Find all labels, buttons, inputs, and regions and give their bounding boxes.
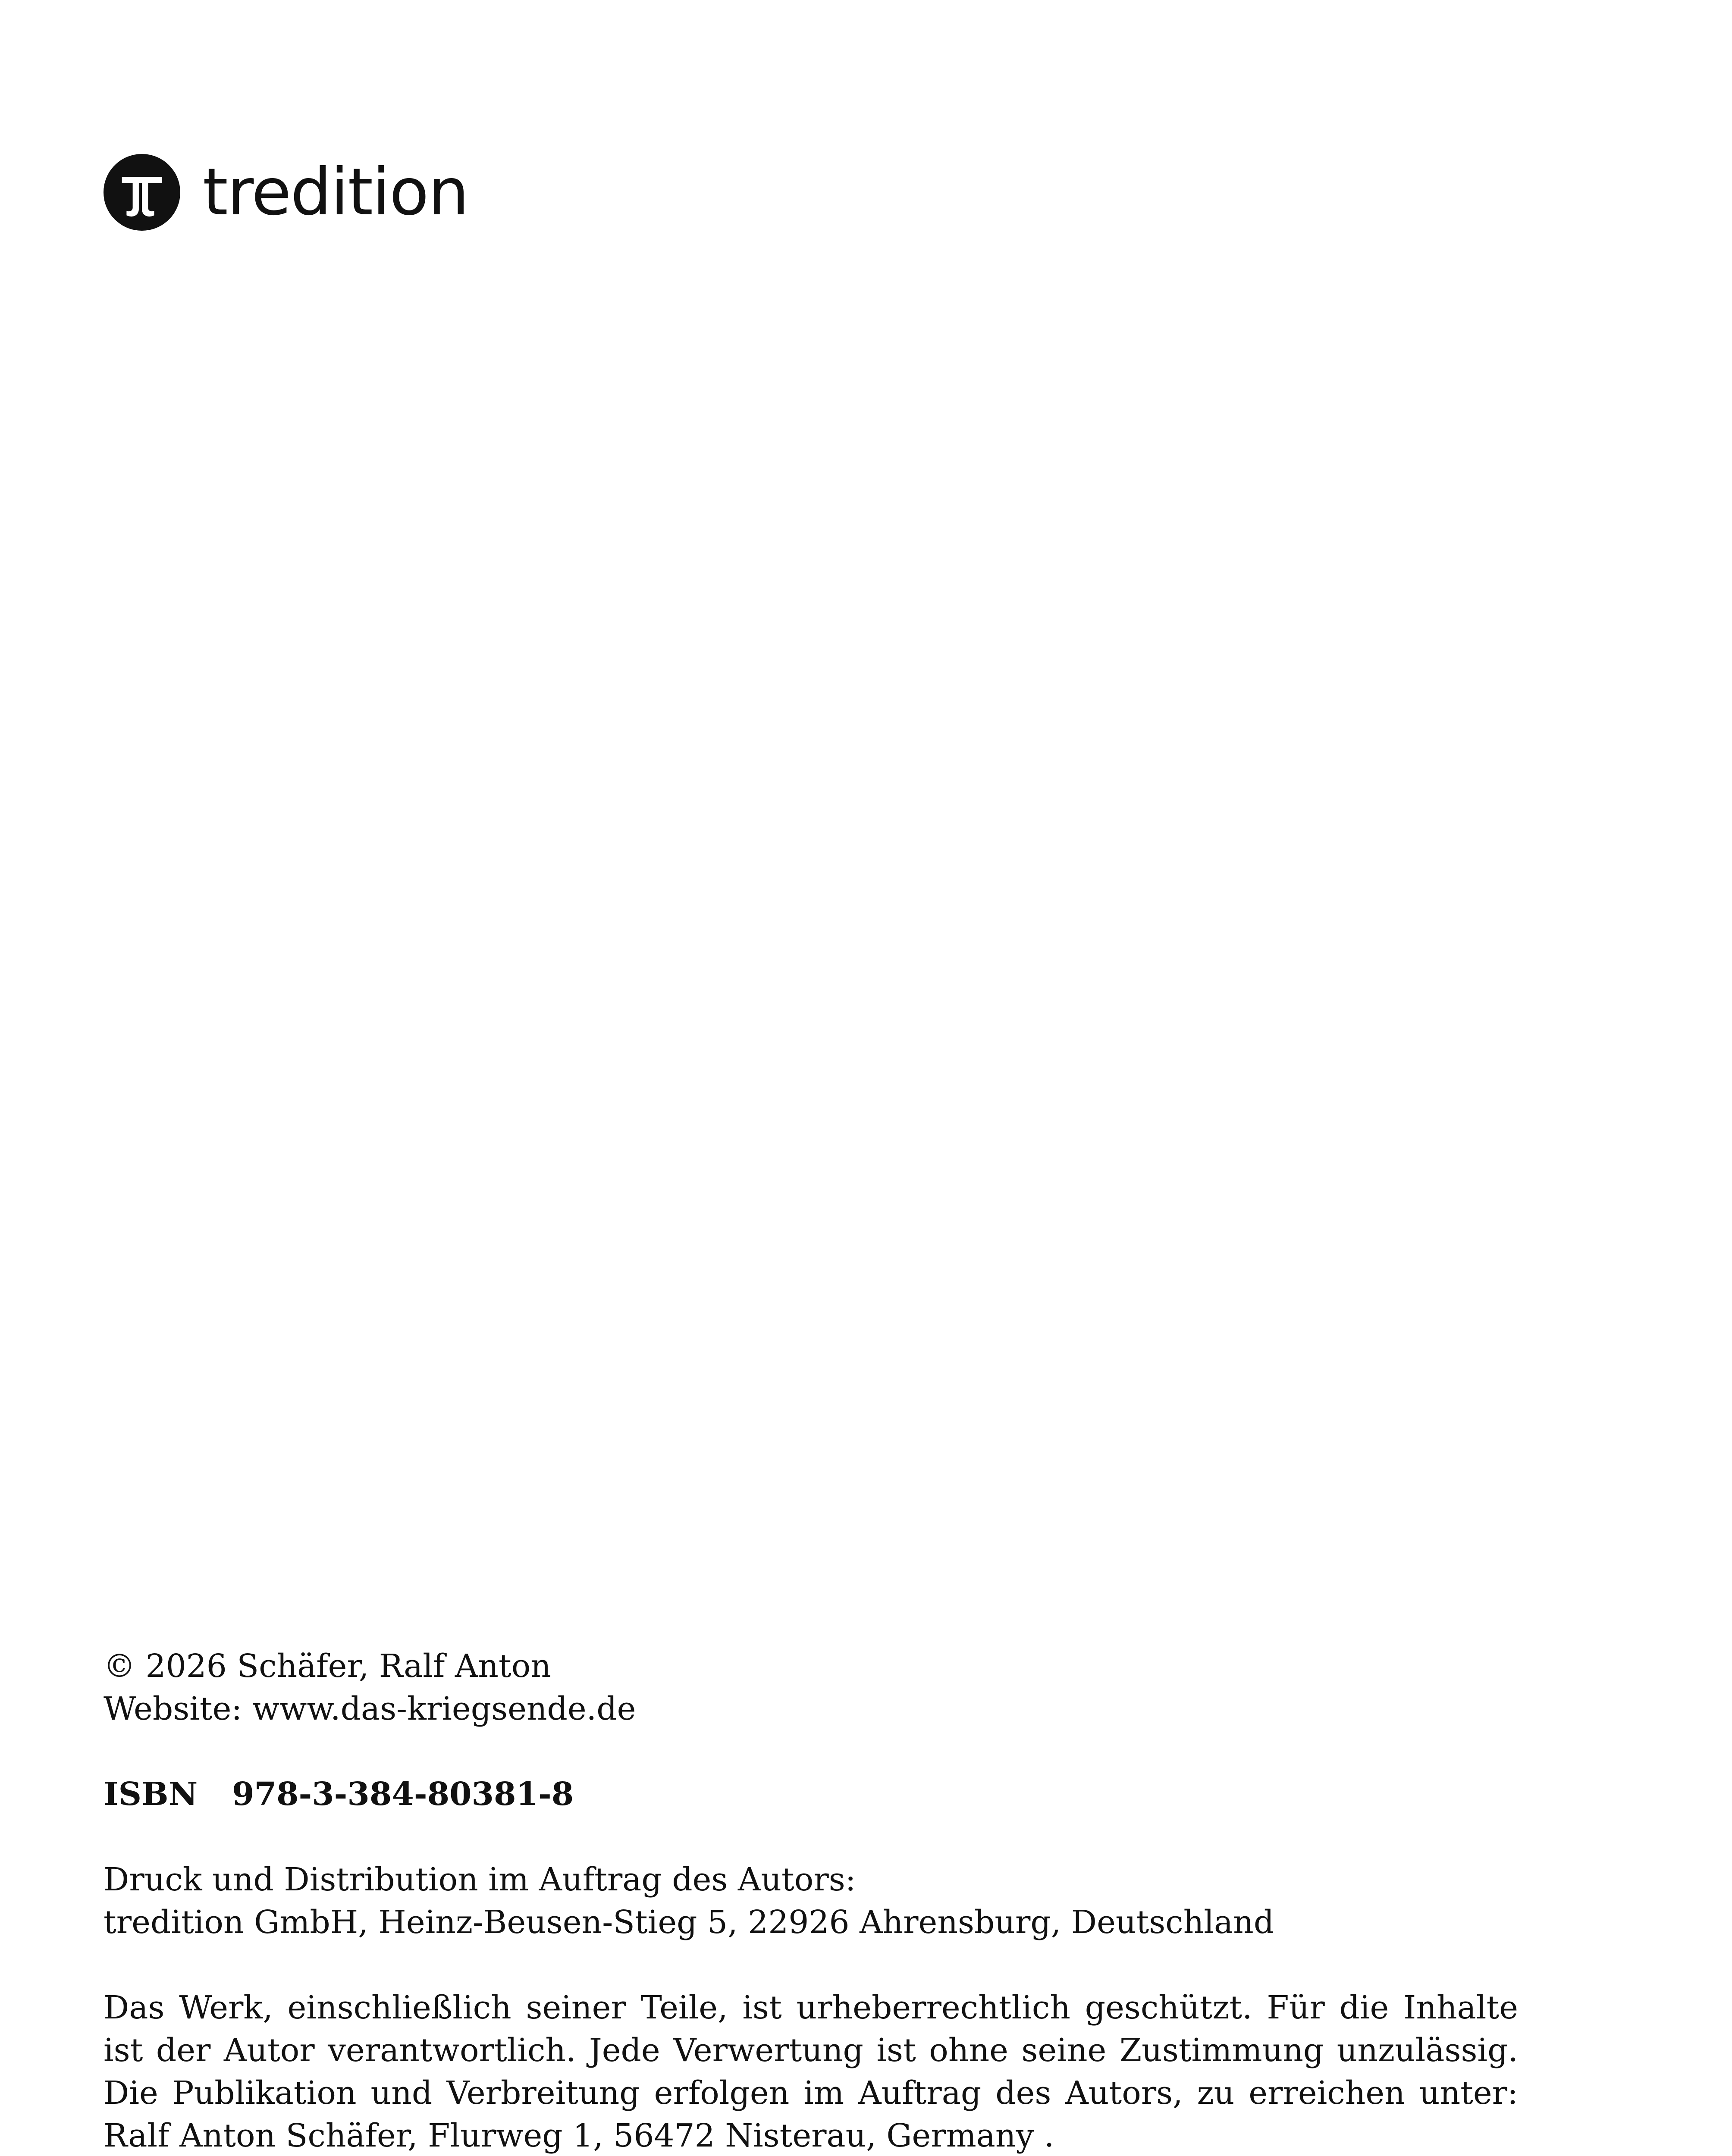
print-line-2: tredition GmbH, Heinz-Beusen-Stieg 5, 22926 Ahrensburg, Deutschland — [104, 1904, 1274, 1941]
isbn-line — [104, 1773, 1518, 1816]
copyright-line: © 2026 Schäfer, Ralf Anton — [104, 1648, 551, 1685]
print-line-1: Druck und Distribution im Auftrag des Autors: — [104, 1861, 856, 1898]
imprint-block — [104, 1645, 1518, 2156]
tredition-logo-icon — [104, 154, 180, 231]
website-line: Website: www.das-kriegsende.de — [104, 1690, 636, 1727]
isbn-number: 978-3-384-80381-8 — [232, 1776, 574, 1813]
publisher-logo — [104, 154, 468, 231]
isbn-label: ISBN — [104, 1776, 198, 1813]
rights-paragraph: Das Werk, einschließlich seiner Teile, ist urheberrechtlich geschützt. Für die Inhalte ist der Autor verantwortlich. Jede Verwertung ist ohne seine Zustimmung unzulässig. Die Publikation und Verbreitung erfolgen im Auftrag des Autors, zu erreichen unter: Ralf Anton Schäfer, Flurweg 1, 56472 Nisterau, Germany . — [104, 1989, 1518, 2154]
logo-wordmark: tredition — [203, 155, 468, 230]
